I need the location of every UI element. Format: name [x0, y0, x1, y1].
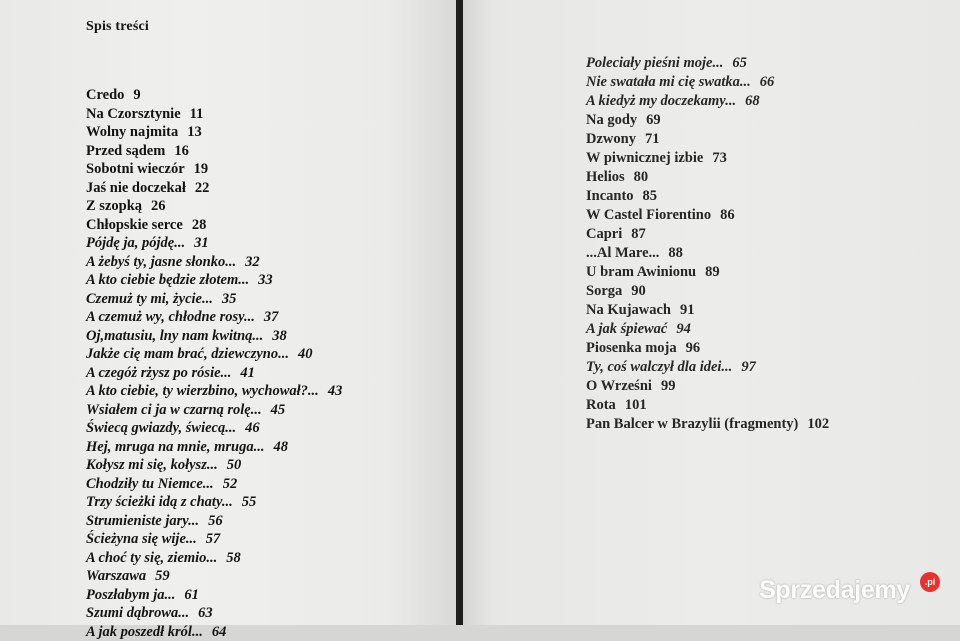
toc-entry-title: W piwnicznej izbie [586, 150, 703, 166]
toc-entry-page-number: 71 [645, 131, 660, 147]
toc-entry-page-number: 9 [133, 87, 140, 103]
toc-entry-title: Strumieniste jary... [86, 513, 199, 529]
toc-entry-title: Przed sądem [86, 143, 165, 159]
toc-entry [86, 271, 342, 290]
toc-entry-page-number: 80 [634, 169, 649, 185]
toc-entry-page-number: 94 [676, 321, 691, 337]
toc-entry [86, 567, 342, 586]
toc-entry [86, 623, 342, 641]
toc-entry [86, 308, 342, 327]
toc-entry [586, 301, 829, 320]
toc-entry [586, 282, 829, 301]
toc-entry [86, 456, 342, 475]
toc-entry [586, 415, 829, 434]
toc-entry [86, 123, 342, 142]
toc-entry-title: Nie swatała mi cię swatka... [586, 74, 751, 90]
toc-entry-page-number: 43 [328, 383, 343, 399]
toc-entry-page-number: 13 [187, 124, 202, 140]
toc-entry [586, 263, 829, 282]
toc-entry-title: Kołysz mi się, kołysz... [86, 457, 218, 473]
toc-entry-page-number: 69 [646, 112, 661, 128]
toc-entry-title: Z szopką [86, 198, 142, 214]
toc-entry-page-number: 68 [745, 93, 760, 109]
toc-entry-page-number: 59 [155, 568, 170, 584]
toc-entry [86, 419, 342, 438]
toc-entry-page-number: 16 [174, 143, 189, 159]
toc-entry [86, 86, 342, 105]
toc-entry-title: Poleciały pieśni moje... [586, 55, 723, 71]
toc-entry [86, 253, 342, 272]
toc-entry-title: Na Kujawach [586, 302, 671, 318]
toc-entry-page-number: 86 [720, 207, 735, 223]
toc-entry-title: Poszłabym ja... [86, 587, 175, 603]
toc-entry-title: Oj,matusiu, lny nam kwitną... [86, 328, 263, 344]
toc-entry [86, 197, 342, 216]
toc-entry [586, 149, 829, 168]
toc-list-left [86, 86, 342, 641]
toc-entry [86, 512, 342, 531]
toc-entry [586, 225, 829, 244]
toc-entry-title: Jakże cię mam brać, dziewczyno... [86, 346, 289, 362]
toc-entry-page-number: 56 [208, 513, 223, 529]
toc-entry [86, 586, 342, 605]
toc-entry [586, 320, 829, 339]
toc-entry [86, 401, 342, 420]
toc-entry [586, 244, 829, 263]
toc-entry-page-number: 38 [272, 328, 287, 344]
toc-entry [86, 345, 342, 364]
toc-entry [86, 604, 342, 623]
toc-entry-page-number: 26 [151, 198, 166, 214]
toc-entry-title: Jaś nie doczekał [86, 180, 186, 196]
toc-entry [586, 54, 829, 73]
toc-entry-title: Hej, mruga na mnie, mruga... [86, 439, 264, 455]
toc-entry-page-number: 85 [643, 188, 658, 204]
toc-entry-page-number: 52 [223, 476, 238, 492]
toc-entry [86, 290, 342, 309]
toc-entry [86, 475, 342, 494]
toc-entry-title: Sobotni wieczór [86, 161, 185, 177]
toc-entry-title: Szumi dąbrowa... [86, 605, 189, 621]
toc-entry-title: Rota [586, 397, 616, 413]
toc-entry-title: Na gody [586, 112, 637, 128]
toc-entry-title: Trzy ścieżki idą z chaty... [86, 494, 233, 510]
toc-entry-title: Pójdę ja, pójdę... [86, 235, 185, 251]
toc-entry-title: Incanto [586, 188, 634, 204]
toc-entry-title: Dzwony [586, 131, 636, 147]
toc-entry-title: Chłopskie serce [86, 217, 183, 233]
toc-entry-page-number: 48 [273, 439, 288, 455]
toc-entry-page-number: 31 [194, 235, 209, 251]
toc-entry-page-number: 88 [668, 245, 683, 261]
toc-entry-title: Piosenka moja [586, 340, 677, 356]
toc-entry [86, 142, 342, 161]
toc-entry [86, 234, 342, 253]
right-page [463, 0, 960, 625]
toc-entry [586, 111, 829, 130]
toc-entry [86, 327, 342, 346]
toc-entry [86, 179, 342, 198]
toc-entry [86, 493, 342, 512]
toc-entry-page-number: 37 [264, 309, 279, 325]
toc-entry-page-number: 65 [732, 55, 747, 71]
toc-entry-page-number: 46 [245, 420, 260, 436]
toc-entry-page-number: 89 [705, 264, 720, 280]
toc-entry-title: A kto ciebie, ty wierzbino, wychował?... [86, 383, 319, 399]
toc-entry-page-number: 102 [807, 416, 829, 432]
toc-entry-title: U bram Awinionu [586, 264, 696, 280]
toc-entry-page-number: 90 [631, 283, 646, 299]
left-page [0, 0, 456, 625]
toc-entry-page-number: 50 [227, 457, 242, 473]
toc-entry-title: Chodziły tu Niemce... [86, 476, 214, 492]
toc-entry-title: A czegóż rżysz po rósie... [86, 365, 231, 381]
toc-entry-title: Capri [586, 226, 622, 242]
toc-entry-page-number: 57 [206, 531, 221, 547]
toc-entry [586, 73, 829, 92]
toc-entry-page-number: 66 [760, 74, 775, 90]
toc-entry [86, 530, 342, 549]
toc-entry-title: A jak poszedł król... [86, 624, 203, 640]
toc-entry-page-number: 99 [661, 378, 676, 394]
toc-entry-title: Na Czorsztynie [86, 106, 181, 122]
toc-entry-page-number: 96 [686, 340, 701, 356]
toc-entry-page-number: 45 [271, 402, 286, 418]
toc-entry-title: Warszawa [86, 568, 146, 584]
toc-entry-page-number: 35 [222, 291, 237, 307]
toc-entry-title: O Wrześni [586, 378, 652, 394]
toc-entry-title: Pan Balcer w Brazylii (fragmenty) [586, 416, 798, 432]
toc-entry-page-number: 41 [240, 365, 255, 381]
toc-entry-title: ...Al Mare... [586, 245, 659, 261]
toc-entry-title: Wolny najmita [86, 124, 178, 140]
toc-entry-page-number: 58 [226, 550, 241, 566]
toc-entry-title: A czemuż wy, chłodne rosy... [86, 309, 255, 325]
toc-entry-page-number: 11 [190, 106, 204, 122]
toc-heading: Spis treści [86, 19, 149, 35]
toc-entry [86, 438, 342, 457]
toc-entry-page-number: 40 [298, 346, 313, 362]
toc-entry-title: A kto ciebie będzie złotem... [86, 272, 249, 288]
toc-entry-page-number: 55 [242, 494, 257, 510]
toc-entry [586, 339, 829, 358]
toc-list-right [586, 54, 829, 434]
toc-entry [586, 168, 829, 187]
toc-entry [586, 396, 829, 415]
toc-entry-page-number: 101 [625, 397, 647, 413]
toc-entry-title: Ścieżyna się wije... [86, 531, 197, 547]
toc-entry-title: Czemuż ty mi, życie... [86, 291, 213, 307]
toc-entry-title: A żebyś ty, jasne słonko... [86, 254, 236, 270]
toc-entry [586, 187, 829, 206]
watermark-badge: .pl [920, 572, 940, 592]
toc-entry-page-number: 22 [195, 180, 210, 196]
toc-entry-page-number: 73 [712, 150, 727, 166]
toc-entry [86, 364, 342, 383]
toc-entry [586, 358, 829, 377]
toc-entry-page-number: 28 [192, 217, 207, 233]
toc-entry-page-number: 63 [198, 605, 213, 621]
watermark-logo: Sprzedajemy [759, 576, 910, 605]
toc-entry-title: A jak śpiewać [586, 321, 667, 337]
toc-entry [86, 382, 342, 401]
toc-entry-title: Wsiałem ci ja w czarną rolę... [86, 402, 262, 418]
toc-entry-title: Credo [86, 87, 124, 103]
toc-entry [586, 206, 829, 225]
toc-entry [586, 130, 829, 149]
toc-entry-title: Ty, coś walczył dla idei... [586, 359, 732, 375]
toc-entry [86, 105, 342, 124]
toc-entry [586, 377, 829, 396]
toc-entry-page-number: 61 [184, 587, 199, 603]
toc-entry-title: Świecą gwiazdy, świecą... [86, 420, 236, 436]
toc-entry-page-number: 91 [680, 302, 695, 318]
toc-entry-title: A choć ty się, ziemio... [86, 550, 217, 566]
toc-entry-title: Helios [586, 169, 625, 185]
toc-entry-title: A kiedyż my doczekamy... [586, 93, 736, 109]
toc-entry-page-number: 64 [212, 624, 227, 640]
toc-entry [86, 549, 342, 568]
toc-entry-title: W Castel Fiorentino [586, 207, 711, 223]
toc-entry-page-number: 33 [258, 272, 273, 288]
toc-entry-page-number: 32 [245, 254, 260, 270]
toc-entry-page-number: 97 [741, 359, 756, 375]
book-spine [456, 0, 463, 625]
toc-entry-page-number: 19 [194, 161, 209, 177]
toc-entry-page-number: 87 [631, 226, 646, 242]
toc-entry [86, 160, 342, 179]
toc-entry-title: Sorga [586, 283, 622, 299]
toc-entry [86, 216, 342, 235]
toc-entry [586, 92, 829, 111]
